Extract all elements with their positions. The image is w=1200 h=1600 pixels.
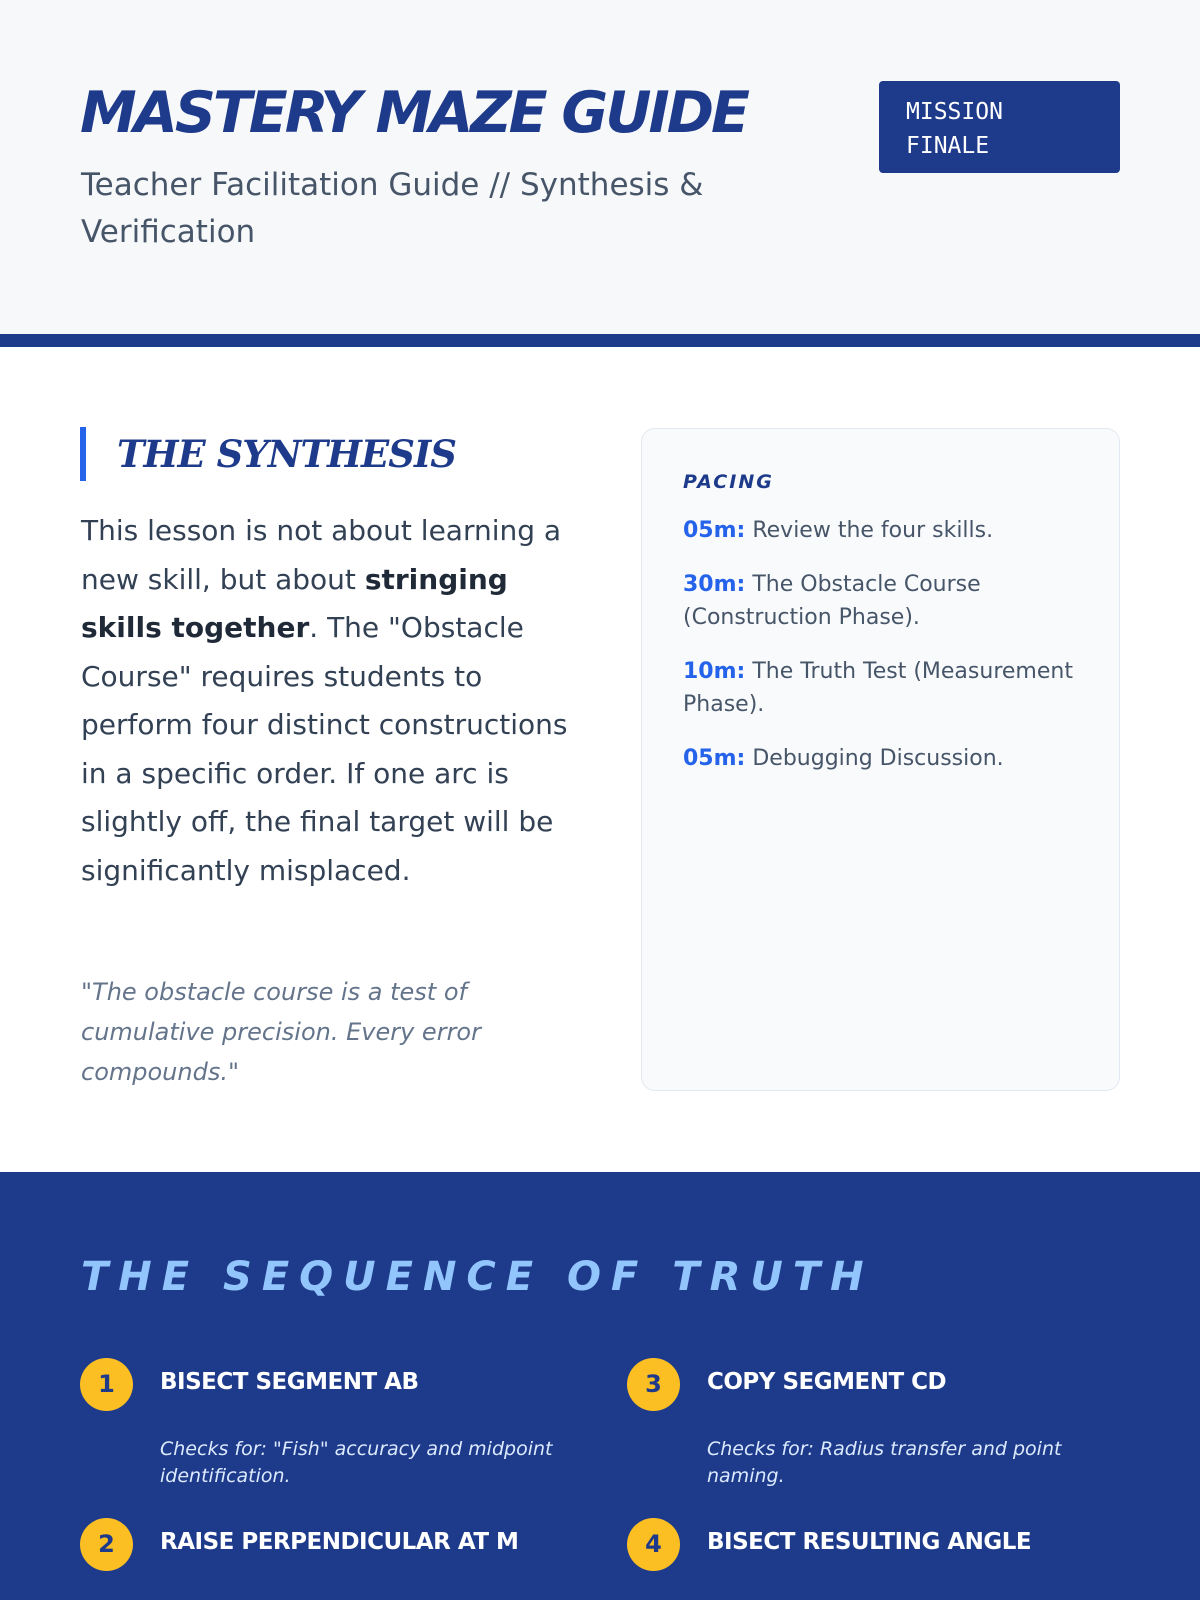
step-number-badge: 4	[627, 1518, 680, 1571]
pacing-time: 10m:	[683, 658, 746, 684]
step-title: RAISE PERPENDICULAR AT M	[160, 1529, 519, 1555]
sequence-section	[0, 1172, 1200, 1600]
pacing-text: The Truth Test (Measurement Phase).	[683, 658, 1073, 717]
step-note: Checks for: "Fish" accuracy and midpoint identification.	[160, 1438, 553, 1487]
synthesis-body-start: This lesson is not about learning a new skill, but about	[81, 514, 562, 596]
step-title: BISECT RESULTING ANGLE	[707, 1529, 1032, 1555]
section-accent-bar	[80, 427, 86, 481]
mission-badge: MISSION FINALE	[879, 81, 1120, 173]
pacing-item	[683, 568, 1093, 635]
pacing-item	[683, 655, 1093, 722]
synthesis-body	[81, 507, 581, 895]
synthesis-quote: "The obstacle course is a test of cumulative precision. Every error compounds."	[81, 978, 481, 1086]
pacing-title: PACING	[683, 471, 774, 493]
step-title: COPY SEGMENT CD	[707, 1369, 947, 1395]
step-number-badge: 2	[80, 1518, 133, 1571]
page-subtitle: Teacher Facilitation Guide // Synthesis & Verification	[81, 167, 704, 250]
pacing-time: 05m:	[683, 745, 746, 771]
synthesis-heading: THE SYNTHESIS	[117, 432, 456, 476]
pacing-text: Review the four skills.	[752, 518, 994, 543]
pacing-time: 30m:	[683, 571, 746, 597]
header	[0, 0, 1200, 334]
pacing-card	[641, 428, 1120, 1091]
pacing-time: 05m:	[683, 518, 746, 543]
sequence-heading: THE SEQUENCE OF TRUTH	[81, 1254, 874, 1300]
pacing-list	[683, 514, 1093, 795]
header-divider	[0, 334, 1200, 347]
synthesis-body-emphasis: stringing skills together	[81, 562, 508, 644]
step-number-badge: 3	[627, 1358, 680, 1411]
step-number-badge: 1	[80, 1358, 133, 1411]
pacing-text: Debugging Discussion.	[752, 745, 1004, 771]
pacing-item	[683, 514, 1093, 548]
pacing-text: The Obstacle Course (Construction Phase).	[683, 571, 981, 630]
synthesis-body-end: . The "Obstacle Course" requires students to perform four distinct constructions in a specific order. If one arc is slightly off, the final target will be significantly misplaced.	[81, 611, 568, 887]
step-note: Checks for: Radius transfer and point naming.	[707, 1438, 1062, 1487]
step-title: BISECT SEGMENT AB	[160, 1369, 419, 1395]
page-title: MASTERY MAZE GUIDE	[80, 80, 747, 146]
pacing-item	[683, 742, 1093, 776]
